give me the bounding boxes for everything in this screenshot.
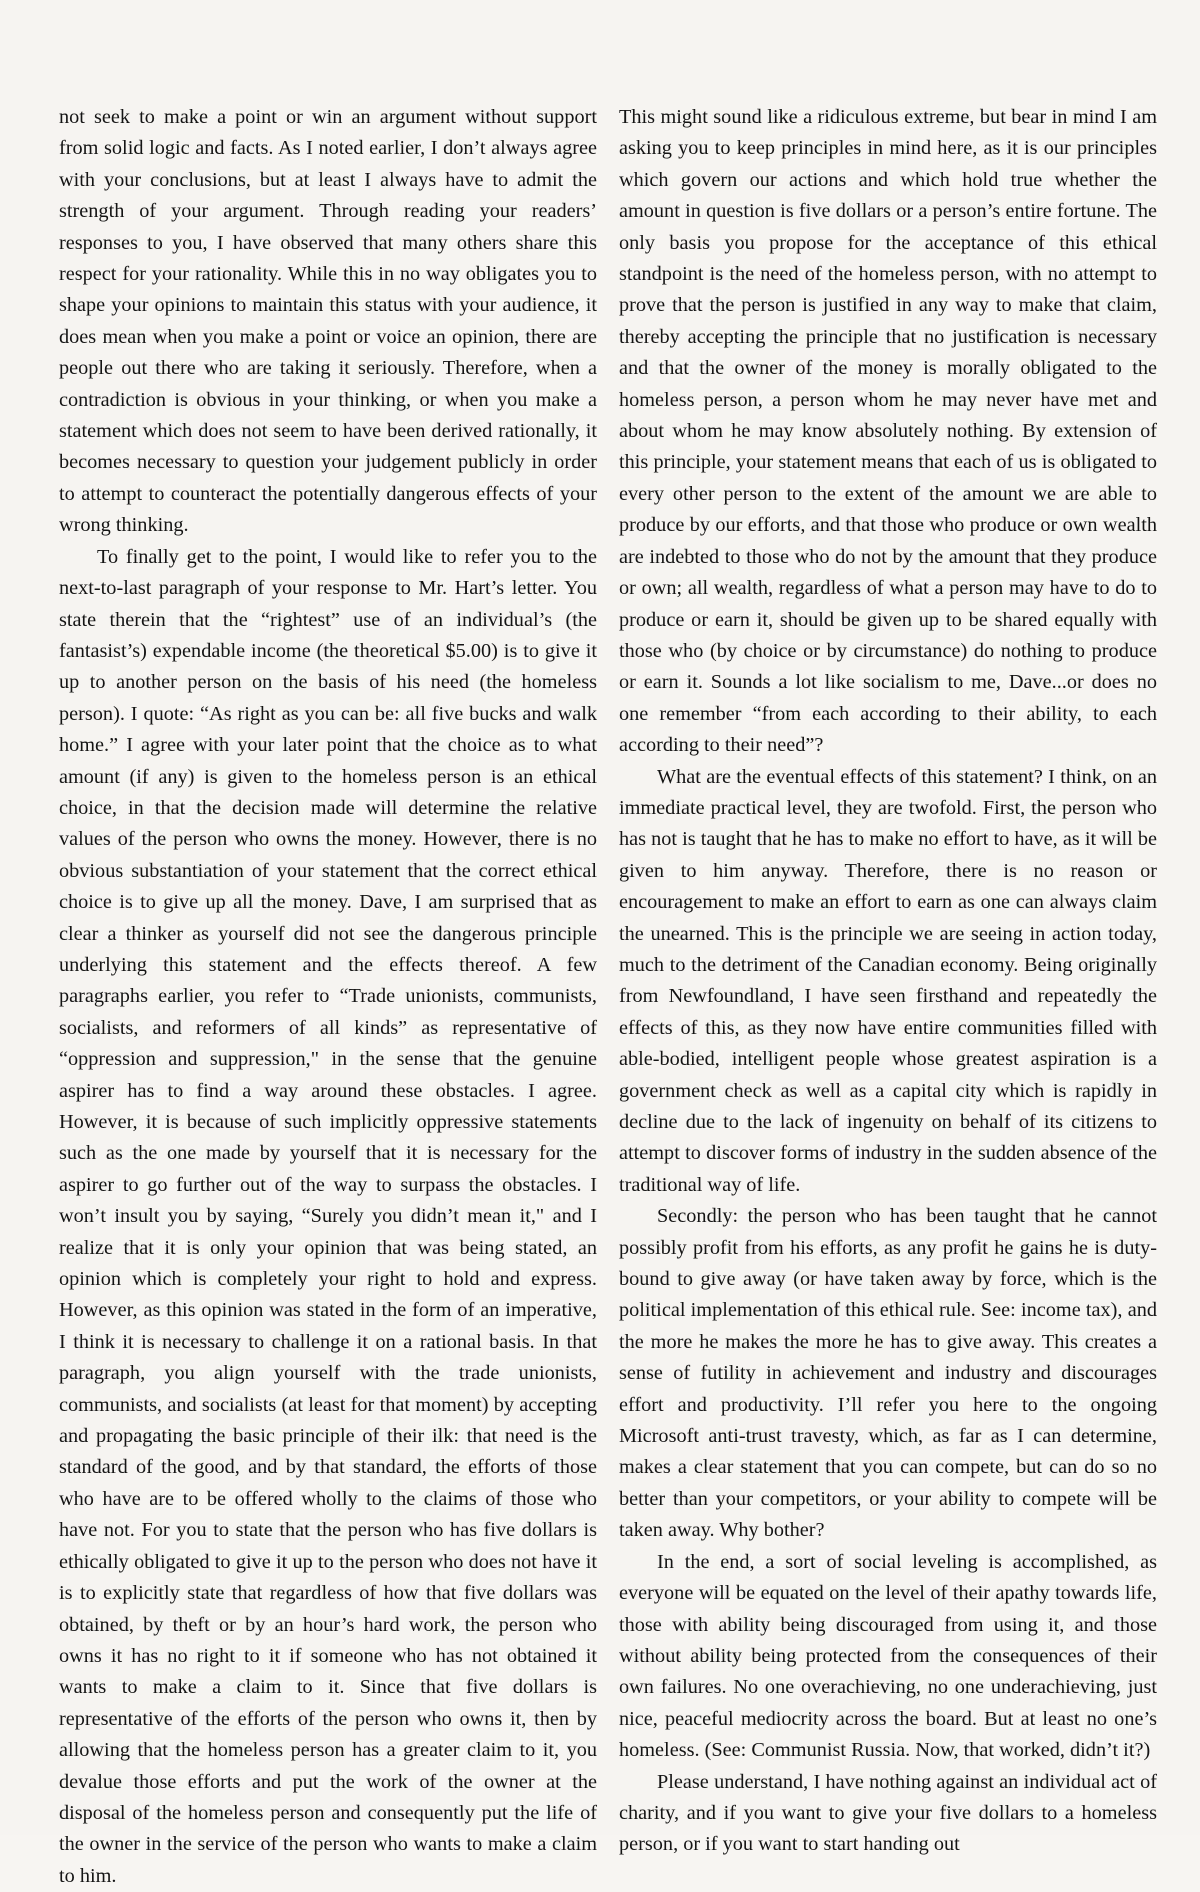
right-column bbox=[619, 102, 1157, 1861]
left-paragraph-2: To finally get to the point, I would like to refer you to the next-to-last paragraph of your response to Mr. Hart’s letter. You state therein that the “rightest” use of an individual’s (the fantasist’s) expendable income (the theoretical $5.00) is to give it up to another person on the basis of his need (the homeless person). I quote: “As right as you can be: all five bucks and walk home.” I agree with your later point that the choice as to what amount (if any) is given to the homeless person is an ethical choice, in that the decision made will determine the relative values of the person who owns the money. However, there is no obvious substantiation of your statement that the correct ethical choice is to give up all the money. Dave, I am surprised that as clear a thinker as yourself did not see the dangerous principle underlying this statement and the effects thereof. A few paragraphs earlier, you refer to “Trade unionists, communists, socialists, and reformers of all kinds” as representative of “oppression and suppression," in the sense that the genuine aspirer has to find a way around these obstacles. I agree. However, it is because of such implicitly oppressive statements such as the one made by yourself that it is necessary for the aspirer to go further out of the way to surpass the obstacles. I won’t insult you by saying, “Surely you didn’t mean it," and I realize that it is only your opinion that was being stated, an opinion which is completely your right to hold and express. However, as this opinion was stated in the form of an imperative, I think it is necessary to challenge it on a rational basis. In that paragraph, you align yourself with the trade unionists, communists, and socialists (at least for that moment) by accepting and propagating the basic principle of their ilk: that need is the standard of the good, and by that standard, the efforts of those who have are to be offered wholly to the claims of those who have not. For you to state that the person who has five dollars is ethically obligated to give it up to the person who does not have it is to explicitly state that regardless of how that five dollars was obtained, by theft or by an hour’s hard work, the person who owns it has no right to it if someone who has not obtained it wants to make a claim to it. Since that five dollars is representative of the efforts of the person who owns it, then by allowing that the homeless person has a greater claim to it, you devalue those efforts and put the work of the owner at the disposal of the homeless person and consequently put the life of the owner in the service of the person who wants to make a claim to him. bbox=[59, 545, 597, 1887]
left-paragraph-1: not seek to make a point or win an argument without support from solid logic and facts. As I noted earlier, I don’t always agree with your conclusions, but at least I always have to admit the strength of your argument. Through reading your readers’ responses to you, I have observed that many others share this respect for your rationality. While this in no way obligates you to shape your opinions to maintain this status with your audience, it does mean when you make a point or voice an opinion, there are people out there who are taking it seriously. Therefore, when a contradiction is obvious in your thinking, or when you make a statement which does not seem to have been derived rationally, it becomes necessary to question your judgement publicly in order to attempt to counteract the potentially dangerous effects of your wrong thinking. bbox=[59, 106, 597, 537]
right-paragraph-2: What are the eventual effects of this statement? I think, on an immediate practical level, they are twofold. First, the person who has not is taught that he has to make no effort to have, as it will be given to him anyway. Therefore, there is no reason or encouragement to make an effort to earn as one can always claim the unearned. This is the principle we are seeing in action today, much to the detriment of the Canadian economy. Being originally from Newfoundland, I have seen firsthand and repeatedly the effects of this, as they now have entire communities filled with able-bodied, intelligent people whose greatest aspiration is a government check as well as a capital city which is rapidly in decline due to the lack of ingenuity on behalf of its citizens to attempt to discover forms of industry in the sudden absence of the traditional way of life. bbox=[619, 765, 1157, 1196]
left-column bbox=[59, 102, 597, 1892]
right-paragraph-3: Secondly: the person who has been taught that he cannot possibly profit from his efforts, as any profit he gains he is duty-bound to give away (or have taken away by force, which is the political implementation of this ethical rule. See: income tax), and the more he makes the more he has to give away. This creates a sense of futility in achievement and industry and discourages effort and productivity. I’ll refer you here to the ongoing Microsoft anti-trust travesty, which, as far as I can determine, makes a clear statement that you can compete, but can do so no better than your competitors, or your ability to compete will be taken away. Why bother? bbox=[619, 1205, 1157, 1542]
right-paragraph-1: This might sound like a ridiculous extreme, but bear in mind I am asking you to keep principles in mind here, as it is our principles which govern our actions and which hold true whether the amount in question is five dollars or a person’s entire fortune. The only basis you propose for the acceptance of this ethical standpoint is the need of the homeless person, with no attempt to prove that the person is justified in any way to make that claim, thereby accepting the principle that no justification is necessary and that the owner of the money is morally obligated to the homeless person, a person whom he may never have met and about whom he may know absolutely nothing. By extension of this principle, your statement means that each of us is obligated to every other person to the extent of the amount we are able to produce by our efforts, and that those who produce or own wealth are indebted to those who do not by the amount that they produce or own; all wealth, regardless of what a person may have to do to produce or earn it, should be given up to be shared equally with those who (by choice or by circumstance) do nothing to produce or earn it. Sounds a lot like socialism to me, Dave...or does no one remember “from each according to their ability, to each according to their need”? bbox=[619, 106, 1157, 757]
right-paragraph-5: Please understand, I have nothing against an individual act of charity, and if you want to give your five dollars to a homeless person, or if you want to start handing out bbox=[619, 1770, 1157, 1856]
right-paragraph-4: In the end, a sort of social leveling is accomplished, as everyone will be equated on the level of their apathy towards life, those with ability being discouraged from using it, and those without ability being protected from the consequences of their own failures. No one overachieving, no one underachieving, just nice, peaceful mediocrity across the board. But at least no one’s homeless. (See: Communist Russia. Now, that worked, didn’t it?) bbox=[619, 1550, 1157, 1762]
